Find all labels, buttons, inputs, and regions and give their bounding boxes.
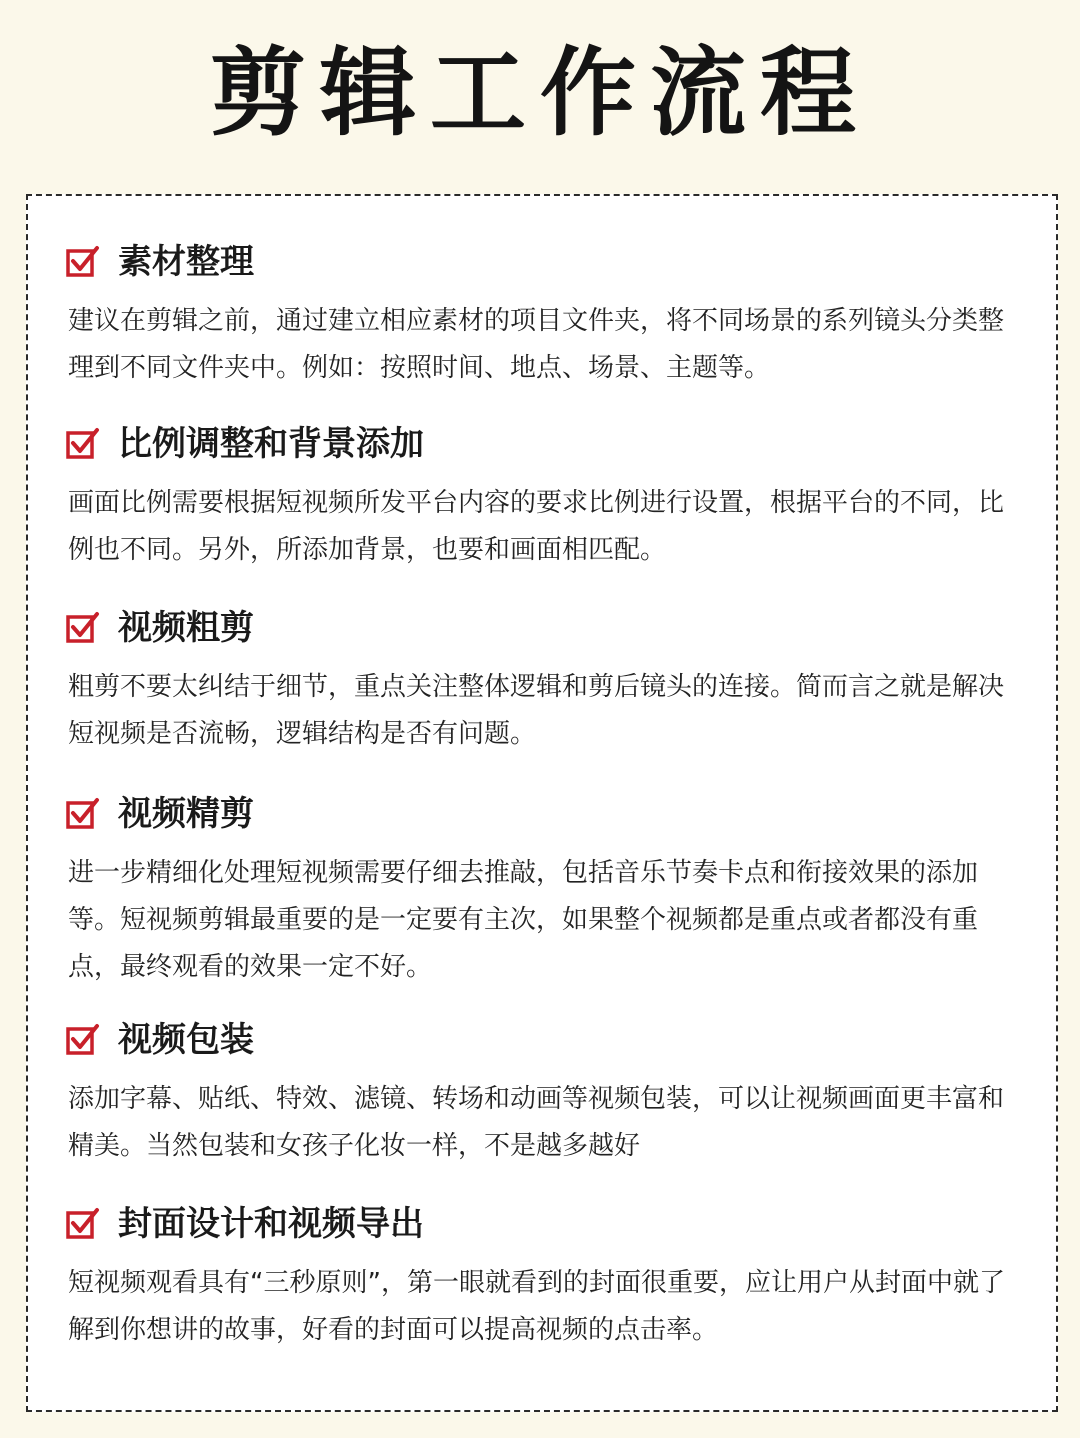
section-header: [66, 792, 254, 836]
section-header: [66, 240, 254, 284]
section-title: 素材整理: [118, 242, 254, 282]
section-header: [66, 422, 424, 466]
section-header: [66, 606, 254, 650]
checkbox-checked-icon: [66, 611, 100, 645]
section-header: [66, 1018, 254, 1062]
checkbox-checked-icon: [66, 1023, 100, 1057]
checkbox-checked-icon: [66, 427, 100, 461]
page-title: 剪辑工作流程: [210, 37, 870, 149]
section-body: 画面比例需要根据短视频所发平台内容的要求比例进行设置，根据平台的不同，比例也不同。另外，所添加背景，也要和画面相匹配。: [68, 488, 1005, 565]
content-box: [26, 194, 1058, 1412]
section-body: 粗剪不要太纠结于细节，重点关注整体逻辑和剪后镜头的连接。简而言之就是解决短视频是否流畅，逻辑结构是否有问题。: [68, 672, 1005, 749]
section-body: 建议在剪辑之前，通过建立相应素材的项目文件夹，将不同场景的系列镜头分类整理到不同文件夹中。例如：按照时间、地点、场景、主题等。: [68, 306, 1005, 383]
section-title: 视频精剪: [118, 794, 254, 834]
checkbox-checked-icon: [66, 797, 100, 831]
section-title: 视频粗剪: [118, 608, 254, 648]
section-header: [66, 1202, 424, 1246]
section-title: 比例调整和背景添加: [118, 424, 424, 464]
section-title: 封面设计和视频导出: [118, 1204, 424, 1244]
section-body: 进一步精细化处理短视频需要仔细去推敲，包括音乐节奏卡点和衔接效果的添加等。短视频剪辑最重要的是一定要有主次，如果整个视频都是重点或者都没有重点，最终观看的效果一定不好。: [68, 858, 979, 982]
section-body: 添加字幕、贴纸、特效、滤镜、转场和动画等视频包装，可以让视频画面更丰富和精美。当然包装和女孩子化妆一样，不是越多越好: [68, 1084, 1005, 1161]
checkbox-checked-icon: [66, 245, 100, 279]
section-body: 短视频观看具有“三秒原则”，第一眼就看到的封面很重要，应让用户从封面中就了解到你想讲的故事，好看的封面可以提高视频的点击率。: [68, 1268, 1005, 1345]
checkbox-checked-icon: [66, 1207, 100, 1241]
section-title: 视频包装: [118, 1020, 254, 1060]
